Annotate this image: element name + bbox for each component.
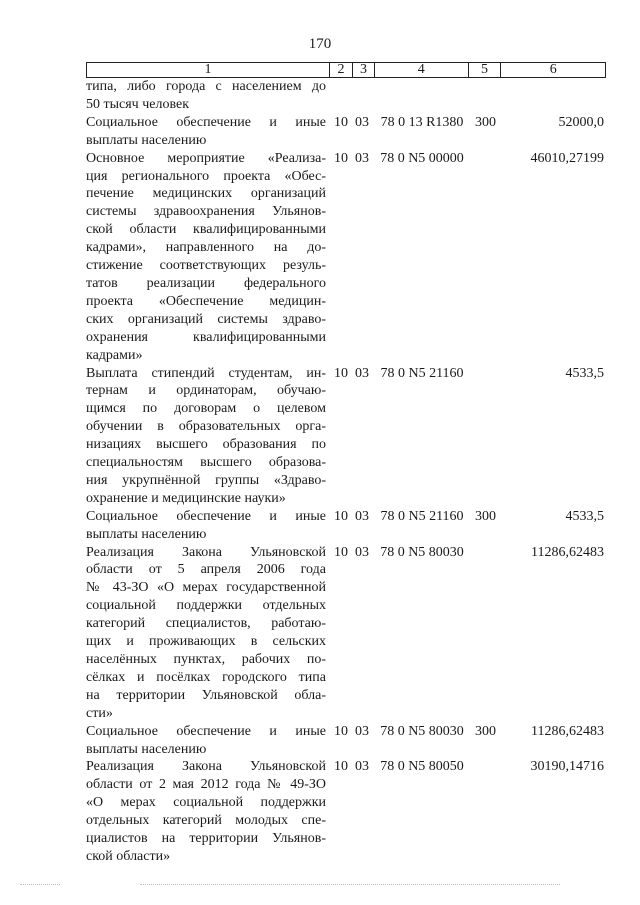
row-name-line: циалистов на территории Ульянов-: [86, 831, 326, 847]
row-name-line: сти»: [86, 705, 113, 721]
table-row: [86, 758, 606, 865]
scan-artifact-line: [140, 884, 560, 885]
target-article-cell: 78 0 N5 21160: [380, 508, 464, 524]
row-name-line: щих и проживающих в сельских: [86, 634, 326, 650]
expense-type-cell: [469, 78, 502, 114]
section-cell: [330, 78, 353, 114]
row-name-line: Выплата стипендий студентам, ин-: [86, 365, 326, 381]
row-name-line: № 43-ЗО «О мерах государственной: [86, 580, 326, 596]
row-name-line: Социальное обеспечение и иные: [86, 723, 326, 739]
row-name-line: области от 5 апреля 2006 года: [86, 562, 326, 578]
row-name-line: ских организаций системы здраво-: [86, 311, 326, 327]
target-article-cell: 78 0 N5 80030: [380, 723, 464, 739]
expense-type-cell: [469, 758, 502, 865]
row-name-line: охранение и медицинские науки»: [86, 490, 286, 506]
amount-cell: 4533,5: [565, 365, 604, 381]
subsection-cell: 03: [355, 114, 369, 130]
amount-cell: [502, 78, 606, 114]
row-name-line: обучении в образовательных орга-: [86, 419, 326, 435]
row-name-line: Реализация Закона Ульяновской: [86, 759, 326, 775]
row-name-cell: [86, 150, 330, 365]
table-body: [86, 78, 606, 866]
row-name-cell: [86, 758, 330, 865]
row-name-line: отдельных категорий молодых спе-: [86, 813, 326, 829]
scan-artifact-line: [20, 884, 60, 885]
row-name-line: кадрами», направленного на до-: [86, 240, 326, 256]
section-cell: 10: [334, 114, 348, 130]
row-name-cell: [86, 365, 330, 508]
target-article-cell: 78 0 N5 80050: [380, 759, 464, 775]
row-name-cell: [86, 508, 330, 544]
section-cell: 10: [334, 544, 348, 560]
budget-table: [86, 62, 606, 866]
amount-cell: 11286,62483: [531, 544, 604, 560]
header-col-2: 2: [330, 63, 353, 77]
subsection-cell: 03: [355, 723, 369, 739]
page-number: 170: [308, 36, 332, 52]
row-name-line: сёлках и посёлках городского типа: [86, 669, 326, 685]
section-cell: 10: [334, 508, 348, 524]
target-article-cell: 78 0 13 R1380: [380, 114, 464, 130]
header-col-4: 4: [375, 63, 469, 77]
expense-type-cell: 300: [475, 508, 496, 524]
amount-cell: 52000,0: [558, 114, 604, 130]
row-name-line: охранения квалифицированными: [86, 329, 326, 345]
expense-type-cell: [469, 365, 502, 508]
table-row: [86, 114, 606, 150]
section-cell: 10: [334, 759, 348, 775]
row-name-cell: [86, 114, 330, 150]
table-row: [86, 544, 606, 723]
section-cell: 10: [334, 150, 348, 166]
row-name-line: 50 тысяч человек: [86, 96, 190, 112]
table-row: [86, 365, 606, 508]
row-name-line: ской области»: [86, 848, 171, 864]
row-name-line: тернам и ординаторам, обучаю-: [86, 383, 326, 399]
row-name-line: ния укрупнённой группы «Здраво-: [86, 472, 326, 488]
target-article-cell: 78 0 N5 21160: [380, 365, 464, 381]
row-name-line: населённых пунктах, рабочих по-: [86, 652, 326, 667]
row-name-line: ция регионального проекта «Обес-: [86, 168, 326, 184]
row-name-cell: [86, 723, 330, 759]
subsection-cell: 03: [355, 544, 369, 560]
target-article-cell: [375, 78, 469, 114]
row-name-cell: [86, 544, 330, 723]
target-article-cell: 78 0 N5 80030: [380, 544, 464, 560]
expense-type-cell: [469, 150, 502, 365]
row-name-line: ской области квалифицированными: [86, 222, 326, 238]
amount-cell: 30190,14716: [530, 759, 604, 775]
subsection-cell: 03: [355, 759, 369, 775]
section-cell: 10: [334, 723, 348, 739]
row-name-line: социальной поддержки отдельных: [86, 598, 326, 614]
row-name-line: на территории Ульяновской обла-: [86, 687, 326, 703]
row-name-line: выплаты населению: [86, 132, 207, 148]
row-name-line: татов реализации федерального: [86, 275, 326, 291]
row-name-line: Социальное обеспечение и иные: [86, 114, 326, 130]
row-name-line: щимся по договорам о целевом: [86, 401, 326, 417]
header-col-6: 6: [549, 62, 557, 77]
row-name-line: Социальное обеспечение и иные: [86, 508, 326, 524]
row-name-line: типа, либо города с населением до: [86, 79, 326, 94]
expense-type-cell: 300: [475, 723, 496, 739]
row-name-cell: [86, 78, 330, 114]
section-cell: 10: [334, 365, 348, 381]
header-col-5: 5: [469, 63, 502, 77]
row-name-line: Основное мероприятие «Реализа-: [86, 150, 326, 166]
table-row: [86, 508, 606, 544]
row-name-line: проекта «Обеспечение медицин-: [86, 293, 326, 309]
row-name-line: стижение соответствующих резуль-: [86, 258, 326, 274]
row-name-line: системы здравоохранения Ульянов-: [86, 204, 326, 220]
row-name-line: категорий специалистов, работаю-: [86, 616, 326, 632]
row-name-line: специальностям высшего образова-: [86, 455, 326, 471]
amount-cell: 4533,5: [565, 508, 604, 524]
header-col-1: 1: [87, 63, 330, 77]
amount-cell: 46010,27199: [530, 150, 604, 166]
amount-cell: 11286,62483: [531, 723, 604, 739]
subsection-cell: [353, 78, 375, 114]
target-article-cell: 78 0 N5 00000: [380, 150, 464, 166]
header-col-3: 3: [353, 63, 375, 77]
table-header-row: [86, 62, 606, 78]
row-name-line: «О мерах социальной поддержки: [86, 795, 326, 811]
table-row: [86, 78, 606, 114]
expense-type-cell: [469, 544, 502, 723]
row-name-line: низациях высшего образования по: [86, 437, 326, 453]
expense-type-cell: 300: [475, 114, 496, 130]
table-row: [86, 150, 606, 365]
row-name-line: печение медицинских организаций: [86, 186, 326, 202]
table-row: [86, 723, 606, 759]
row-name-line: Реализация Закона Ульяновской: [86, 544, 326, 560]
subsection-cell: 03: [355, 150, 369, 166]
row-name-line: выплаты населению: [86, 741, 207, 757]
row-name-line: области от 2 мая 2012 года № 49-ЗО: [86, 777, 326, 793]
row-name-line: кадрами»: [86, 347, 143, 363]
subsection-cell: 03: [355, 508, 369, 524]
row-name-line: выплаты населению: [86, 526, 207, 542]
subsection-cell: 03: [355, 365, 369, 381]
